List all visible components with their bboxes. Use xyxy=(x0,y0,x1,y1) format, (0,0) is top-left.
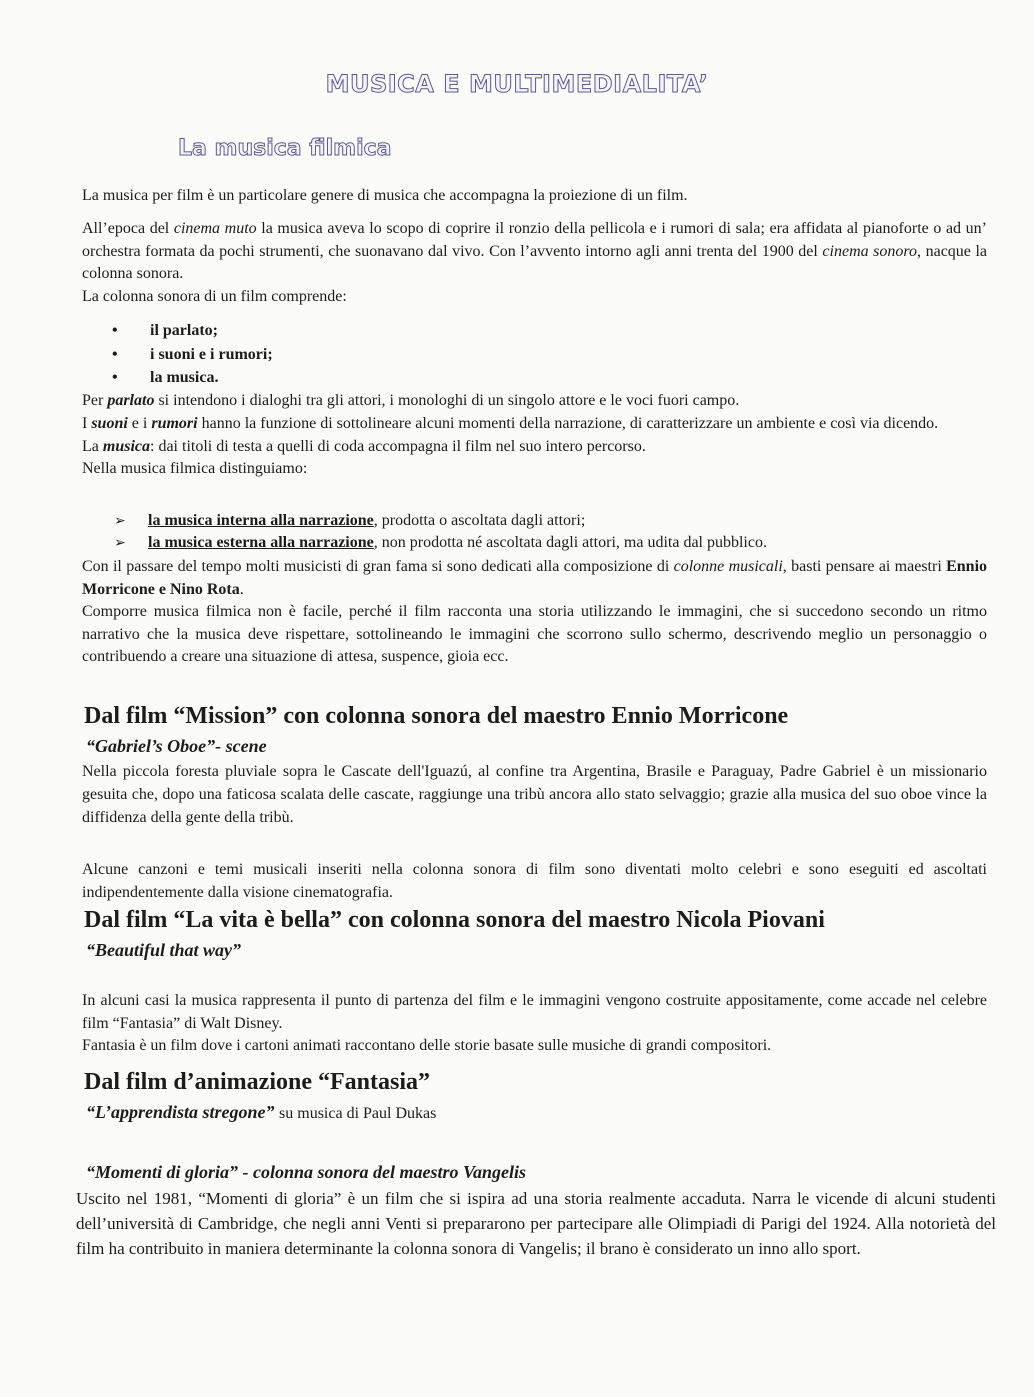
list-item: • i suoni e i rumori; xyxy=(112,345,273,363)
fantasia-intro: In alcuni casi la musica rappresenta il punto di partenza del film e le immagini vengono costruite appositamente, come accade nel celebre film “Fantasia” di Walt Disney. Fantasia è un film dove i cartoni animati raccontano delle storie basate sulle musiche di grandi compositori. xyxy=(82,992,987,1054)
intro-paragraph-3: La colonna sonora di un film comprende: xyxy=(82,287,347,305)
mission-subheading: “Gabriel’s Oboe”- scene xyxy=(86,736,267,756)
distinguiamo: Nella musica filmica distinguiamo: xyxy=(82,460,308,478)
list-item: • il parlato; xyxy=(112,322,218,339)
arrow-list xyxy=(114,510,767,554)
fantasia-subheading: “L’apprendista stregone” su musica di Paul Dukas xyxy=(86,1102,437,1122)
fantasia-heading: Dal film d’animazione “Fantasia” xyxy=(84,1069,430,1095)
mission-paragraph: Nella piccola foresta pluviale sopra le Cascate dell'Iguazú, al confine tra Argentina, Brasile e Paraguay, Padre Gabriel è un missionario gesuita che, dopo una faticosa scalata delle cascate, raggiunge una tribù ancora allo stato selvaggio; grazie alla musica del suo oboe vince la diffidenza della gente della tribù. xyxy=(82,763,987,826)
gloria-heading: “Momenti di gloria” - colonna sonora del maestro Vangelis xyxy=(86,1162,527,1182)
def-suoni: I suoni e i rumori hanno la funzione di sottolineare alcuni momenti della narrazione, di caratterizzare un ambiente e così via dicendo. xyxy=(82,414,939,432)
def-parlato: Per parlato si intendono i dialoghi tra gli attori, i monologhi di un singolo attore e le voci fuori campo. xyxy=(82,392,740,409)
document-title: MUSICA E MULTIMEDIALITA’ xyxy=(325,70,709,98)
intro-paragraph-1: La musica per film è un particolare genere di musica che accompagna la proiezione di un film. xyxy=(82,187,688,204)
composers-paragraph: Con il passare del tempo molti musicisti di gran fama si sono dedicati alla composizione di colonne musicali, basti pensare ai maestri Ennio Morricone e Nino Rota. Comporre musica filmica non è facile, perché il film racconta una storia utilizzando le immagini, che si succedono secondo un ritmo narrativo che la musica deve rispettare, sottolineando le immagini che scorrono sullo schermo, descrivendo meglio un personaggio o contribuendo a creare una situazione di attesa, suspence, gioia ecc. xyxy=(82,556,987,669)
vita-subheading: “Beautiful that way” xyxy=(86,940,242,960)
mission-heading: Dal film “Mission” con colonna sonora del maestro Ennio Morricone xyxy=(84,703,789,729)
comporre-paragraph: Comporre musica filmica non è facile, perché il film racconta una storia utilizzando le immagini, che si succedono secondo un ritmo narrativo che la musica deve rispettare, sottolineando le immagini che scorrono sullo schermo, descrivendo meglio un personaggio o contribuendo a creare una situazione di attesa, suspence, gioia ecc. xyxy=(82,603,987,665)
list-item: ➢ la musica esterna alla narrazione, non prodotta né ascoltata dagli attori, ma udita dal pubblico. xyxy=(114,534,767,551)
canzoni-paragraph: Alcune canzoni e temi musicali inseriti nella colonna sonora di film sono diventati molto celebri e sono eseguiti ed ascoltati indipendentemente dalla visione cinematografia. xyxy=(82,861,987,901)
definitions xyxy=(82,390,987,481)
vita-heading: Dal film “La vita è bella” con colonna sonora del maestro Nicola Piovani xyxy=(84,907,825,933)
list-item: • la musica. xyxy=(112,369,219,386)
document-subtitle: La musica filmica xyxy=(178,136,392,161)
gloria-paragraph: Uscito nel 1981, “Momenti di gloria” è un film che si ispira ad una storia realmente accaduta. Narra le vicende di alcuni studenti dell’università di Cambridge, che negli anni Venti si prepararono per partecipare alle Olimpiadi di Parigi del 1924. Alla notorietà del film ha contribuito in maniera determinante la colonna sonora di Vangelis; il brano è considerato un inno allo sport. xyxy=(76,1189,996,1258)
def-musica: La musica: dai titoli di testa a quelli di coda accompagna il film nel suo intero percorso. xyxy=(82,437,646,455)
bullet-list xyxy=(112,319,273,390)
intro-paragraph-2: All’epoca del cinema muto la musica aveva lo scopo di coprire il ronzio della pellicola e i rumori di sala; era affidata al pianoforte o ad un’ orchestra formata da pochi strumenti, che suonavano dal vivo. Con l’avvento intorno agli anni trenta del 1900 del cinema sonoro, nacque la colonna sonora. La colonna sonora di un film comprende: xyxy=(82,218,987,308)
list-item: ➢ la musica interna alla narrazione, prodotta o ascoltata dagli attori; xyxy=(114,512,586,529)
